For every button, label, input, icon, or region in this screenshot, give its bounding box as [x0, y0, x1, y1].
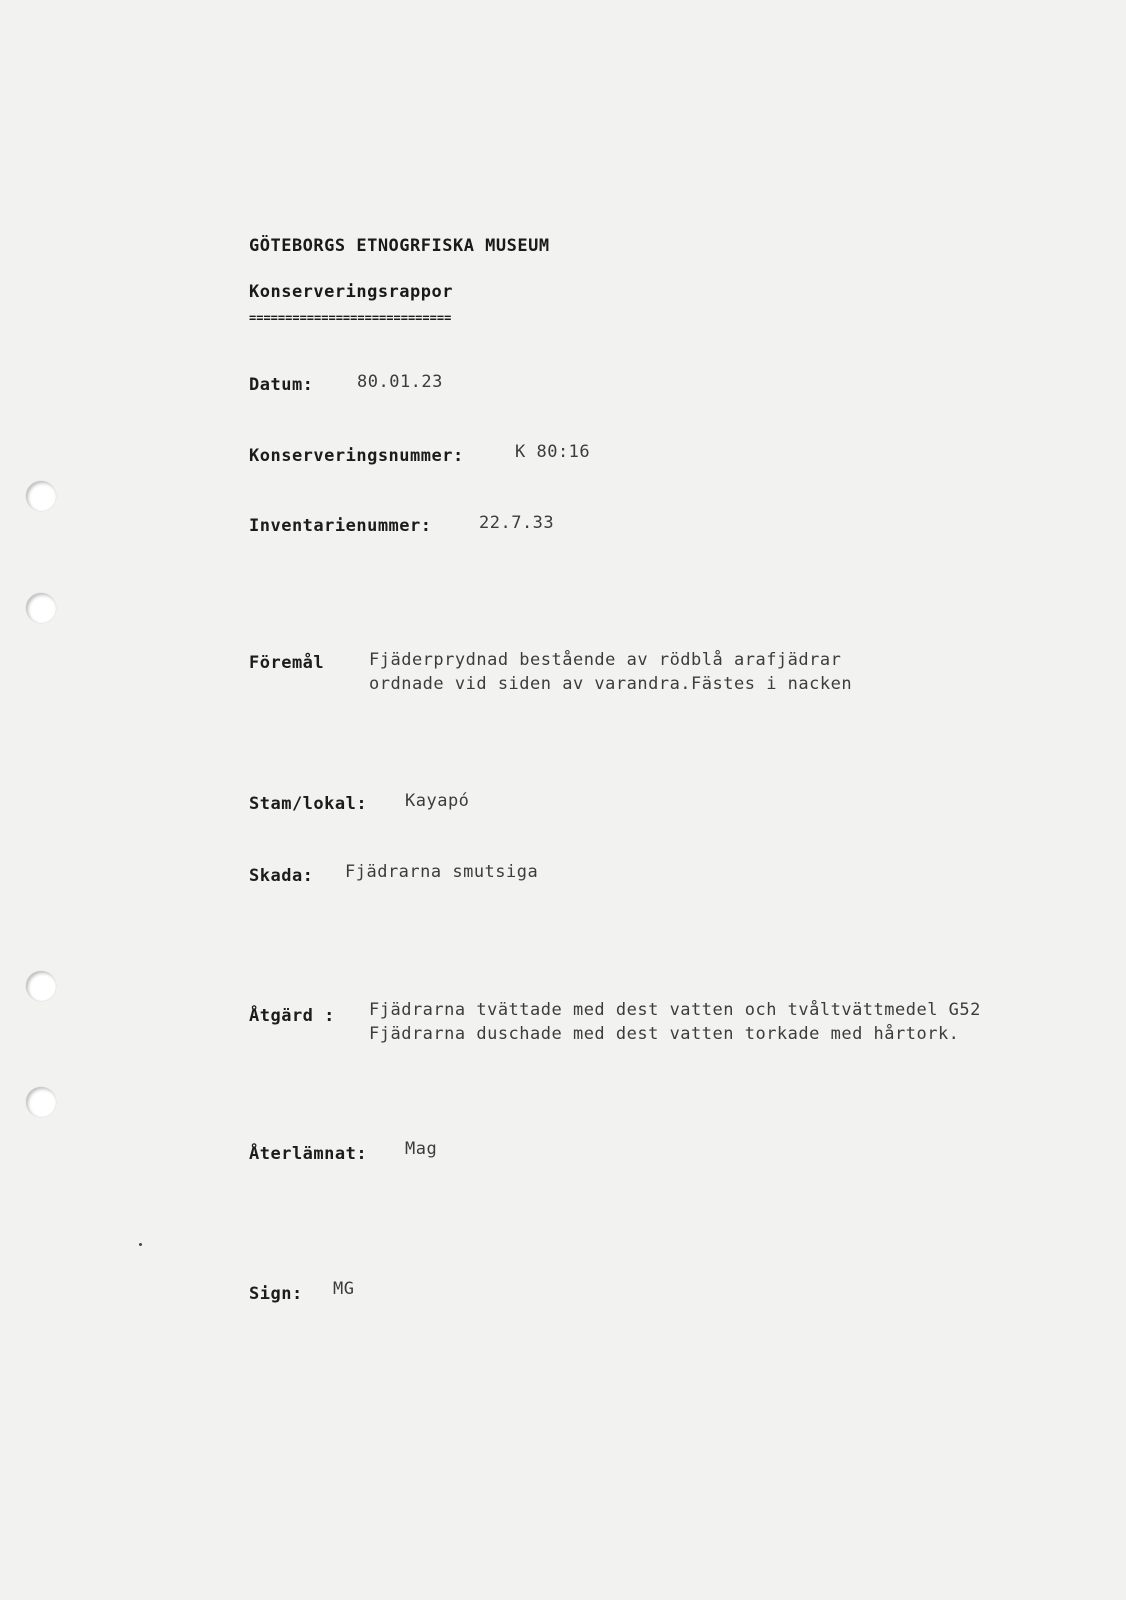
punch-hole: [26, 593, 56, 623]
title-underline: ============================: [249, 311, 452, 325]
field-value-datum: 80.01.23: [357, 372, 443, 392]
institution-heading: GÖTEBORGS ETNOGRFISKA MUSEUM: [249, 236, 550, 256]
field-value-skada: Fjädrarna smutsiga: [345, 862, 539, 882]
field-value-inventarienummer: 22.7.33: [479, 513, 555, 533]
punch-hole: [26, 971, 56, 1001]
field-label-foremal: Föremål: [249, 653, 325, 673]
punch-hole: [26, 481, 56, 511]
field-label-atgard: Åtgärd :: [249, 1006, 335, 1026]
field-value-atgard-line-1: Fjädrarna tvättade med dest vatten och tvåltvättmedel G52: [369, 1000, 981, 1020]
field-value-sign: MG: [333, 1279, 355, 1299]
report-title: Konserveringsrappor: [249, 282, 453, 302]
field-label-datum: Datum:: [249, 375, 314, 395]
punch-hole: [26, 1087, 56, 1117]
field-label-stam-lokal: Stam/lokal:: [249, 794, 368, 814]
field-value-foremal-line-1: Fjäderprydnad bestående av rödblå arafjädrar: [369, 650, 842, 670]
field-value-konserveringsnummer: K 80:16: [515, 442, 591, 462]
field-value-stam-lokal: Kayapó: [405, 791, 470, 811]
field-value-foremal-line-2: ordnade vid siden av varandra.Fästes i nacken: [369, 674, 853, 694]
field-value-atgard-line-2: Fjädrarna duschade med dest vatten torkade med hårtork.: [369, 1024, 960, 1044]
field-label-skada: Skada:: [249, 866, 314, 886]
field-label-konserveringsnummer: Konserveringsnummer:: [249, 446, 464, 466]
paper-speck: [139, 1243, 142, 1246]
field-label-inventarienummer: Inventarienummer:: [249, 516, 432, 536]
field-label-sign: Sign:: [249, 1284, 303, 1304]
field-value-aterlamnat: Mag: [405, 1139, 438, 1159]
field-label-aterlamnat: Återlämnat:: [249, 1144, 368, 1164]
